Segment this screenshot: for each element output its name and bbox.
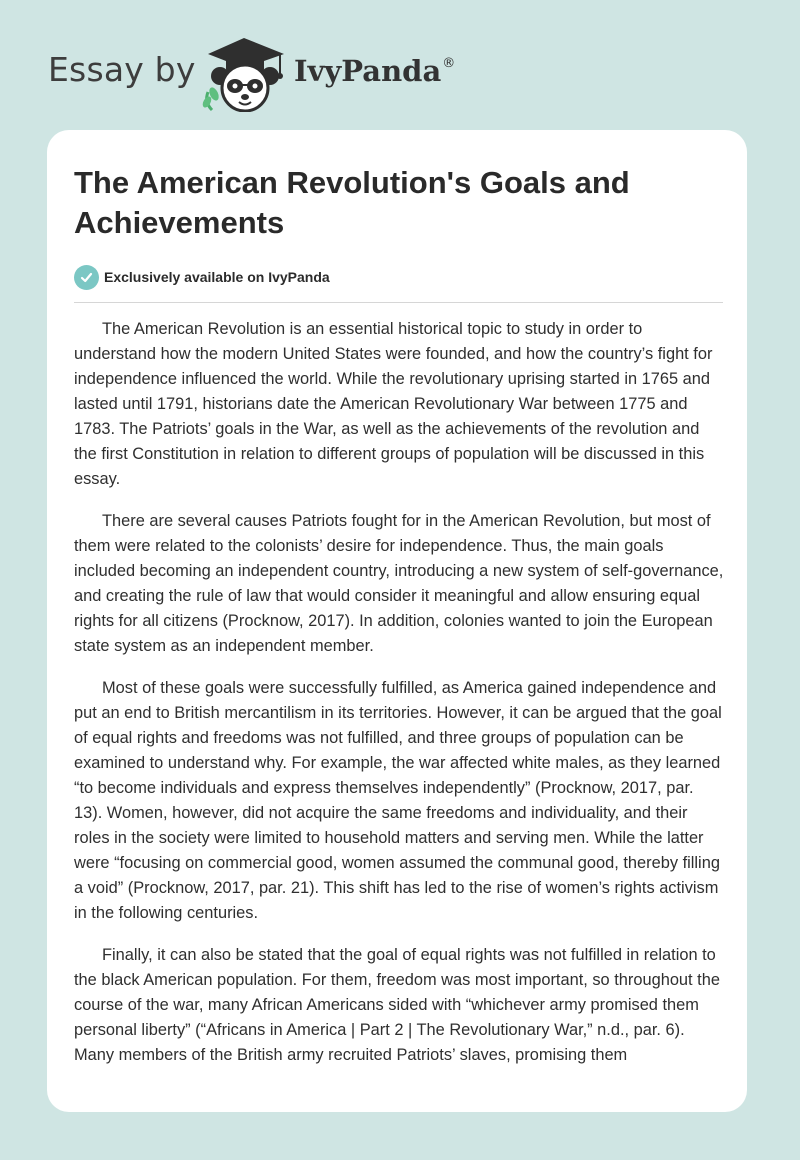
paragraph: Most of these goals were successfully fulfilled, as America gained independence and put an end to British mercantilism in its territories. However, it can be argued that the goal of equal rights and freedoms was not fulfilled, and three groups of population can be examined to understand why. For example, the war affected white males, as they learned “to become individuals and express themselves independently” (Procknow, 2017, par. 13). Women, however, did not acquire the same freedoms and individuality, and their roles in the society were limited to household matters and serving men. While the latter were “focusing on commercial good, women assumed the communal good, thereby filling a void” (Procknow, 2017, par. 21). This shift has led to the rise of women’s rights activism in the following centuries. — [74, 679, 722, 922]
divider — [74, 302, 723, 303]
check-icon — [74, 265, 99, 290]
paragraph: There are several causes Patriots fought for in the American Revolution, but most of them were related to the colonists’ desire for independence. Thus, the main goals included becoming an independent country, introducing a new system of self-governance, and creating the rule of law that would consider it meaningful and allow ensuring equal rights for all citizens (Procknow, 2017). In addition, colonies wanted to join the European state system as an independent member. — [74, 512, 724, 655]
paragraph: Finally, it can also be stated that the goal of equal rights was not fulfilled in relation to the black American population. For them, freedom was most important, so throughout the course of the war, many African Americans sided with “whichever army promised them personal liberty” (“Africans in America | Part 2 | The Revolutionary War,” n.d., par. 6). Many members of the British army recruited Patriots’ slaves, promising them — [74, 946, 720, 1064]
paragraph: The American Revolution is an essential historical topic to study in order to understand how the modern United States were founded, and how the country’s fight for independence influenced the world. While the revolutionary uprising started in 1765 and lasted until 1791, historians date the American Revolutionary War between 1775 and 1783. The Patriots’ goals in the War, as well as the achievements of the revolution and the first Constitution in relation to different groups of population will be discussed in this essay. — [74, 320, 713, 488]
exclusive-badge-text: Exclusively available on IvyPanda — [104, 269, 330, 285]
panda-graduate-icon[interactable] — [202, 36, 290, 112]
essay-card — [47, 130, 747, 1112]
site-header — [48, 36, 508, 112]
registered-mark: ® — [442, 56, 456, 71]
essay-body — [74, 317, 726, 1085]
brand-name-text: IvyPanda — [294, 54, 442, 88]
exclusive-badge — [74, 264, 330, 290]
essay-by-label: Essay by — [48, 50, 196, 89]
essay-title: The American Revolution's Goals and Achievements — [74, 165, 630, 240]
brand-name[interactable] — [294, 54, 455, 88]
